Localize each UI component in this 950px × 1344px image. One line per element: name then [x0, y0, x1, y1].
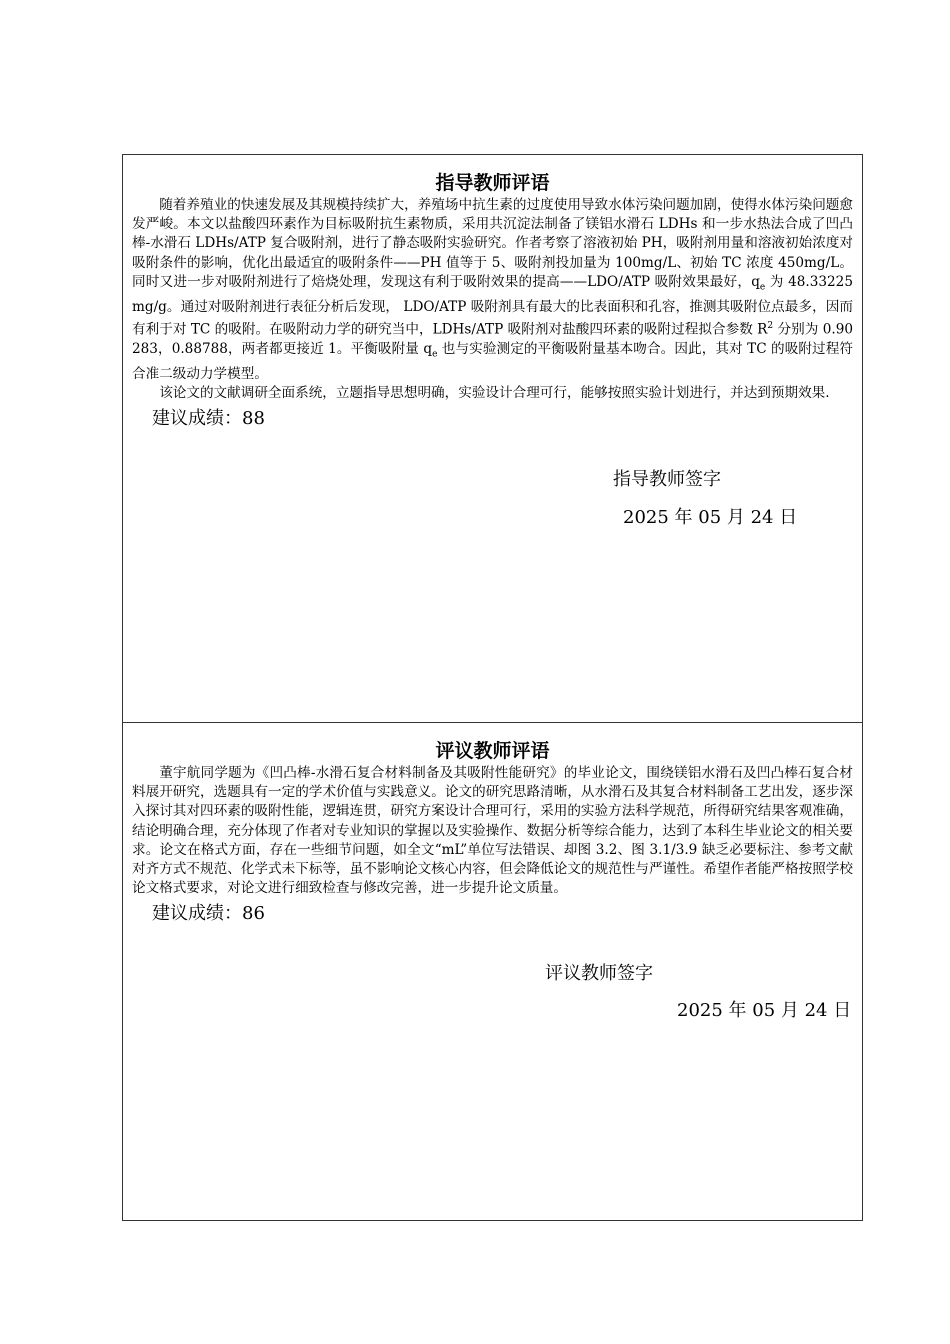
- evaluation-form-table: [122, 154, 863, 1221]
- reviewer-comment-title: 评议教师评语: [435, 740, 550, 762]
- supervisor-comment-conclusion: 该论文的文献调研全面系统，立题指导思想明确，实验设计合理可行，能够按照实验计划进行，并达到预期效果.: [159, 384, 830, 401]
- supervisor-suggested-grade: 建议成绩：88: [152, 408, 265, 429]
- reviewer-suggested-grade: 建议成绩：86: [152, 903, 265, 925]
- reviewer-signature-date: 2025 年 05 月 24 日: [677, 1000, 852, 1021]
- supervisor-comment-body: 随着养殖业的快速发展及其规模持续扩大，养殖场中抗生素的过度使用导致水体污染问题加剧，使得水体污染问题愈发严峻。本文以盐酸四环素作为目标吸附抗生素物质，采用共沉淀法制备了镁铝水滑石 LDHs 和一步水热法合成了凹凸棒-水滑石 LDHs/ATP 复合吸附剂，进行了静态吸附实验研究。作者考察了溶液初始 PH，吸附剂用量和溶液初始浓度对吸附条件的影响，优化出最适宜的吸附条件——PH 值等于 5、吸附剂投加量为 100mg/L、初始 TC 浓度 450mg/L。同时又进一步对吸附剂进行了焙烧处理，发现这有利于吸附效果的提高——LDO/ATP 吸附效果最好，$q_e$ 为 48.33225mg/g。通过对吸附剂进行表征分析后发现， LDO/ATP 吸附剂具有最大的比表面积和孔容，推测其吸附位点最多，因而有利于对 TC 的吸附。在吸附动力学的研究当中，LDHs/ATP 吸附剂对盐酸四环素的吸附过程拟合参数 $R^2$ 分别为 0.90283，0.88788，两者都更接近 1。平衡吸附量 $q_e$ 也与实验测定的平衡吸附量基本吻合。因此，其对 TC 的吸附过程符合准二级动力学模型。: [132, 197, 853, 382]
- supervisor-signature-date: 2025 年 05 月 24 日: [623, 507, 798, 528]
- reviewer-signature-label: 评议教师签字: [545, 963, 653, 984]
- section-divider: [123, 722, 862, 723]
- supervisor-comment-section: [123, 170, 862, 431]
- reviewer-comment-section: [123, 738, 862, 926]
- supervisor-signature-label: 指导教师签字: [613, 469, 721, 490]
- reviewer-comment-body: 董宇航同学题为《凹凸棒-水滑石复合材料制备及其吸附性能研究》的毕业论文，围绕镁铝水滑石及凹凸棒石复合材料展开研究，选题具有一定的学术价值与实践意义。论文的研究思路清晰，从水滑石及其复合材料制备工艺出发，逐步深入探讨其对四环素的吸附性能，逻辑连贯，研究方案设计合理可行，采用的实验方法科学规范，所得研究结果客观准确，结论明确合理，充分体现了作者对专业知识的掌握以及实验操作、数据分析等综合能力，达到了本科生毕业论文的相关要求。论文在格式方面，存在一些细节问题，如全文“mL”单位写法错误、却图 3.2、图 3.1/3.9 缺乏必要标注、参考文献对齐方式不规范、化学式未下标等，虽不影响论文核心内容，但会降低论文的规范性与严谨性。希望作者能严格按照学校论文格式要求，对论文进行细致检查与修改完善，进一步提升论文质量。: [132, 765, 853, 897]
- supervisor-comment-title: 指导教师评语: [435, 172, 550, 194]
